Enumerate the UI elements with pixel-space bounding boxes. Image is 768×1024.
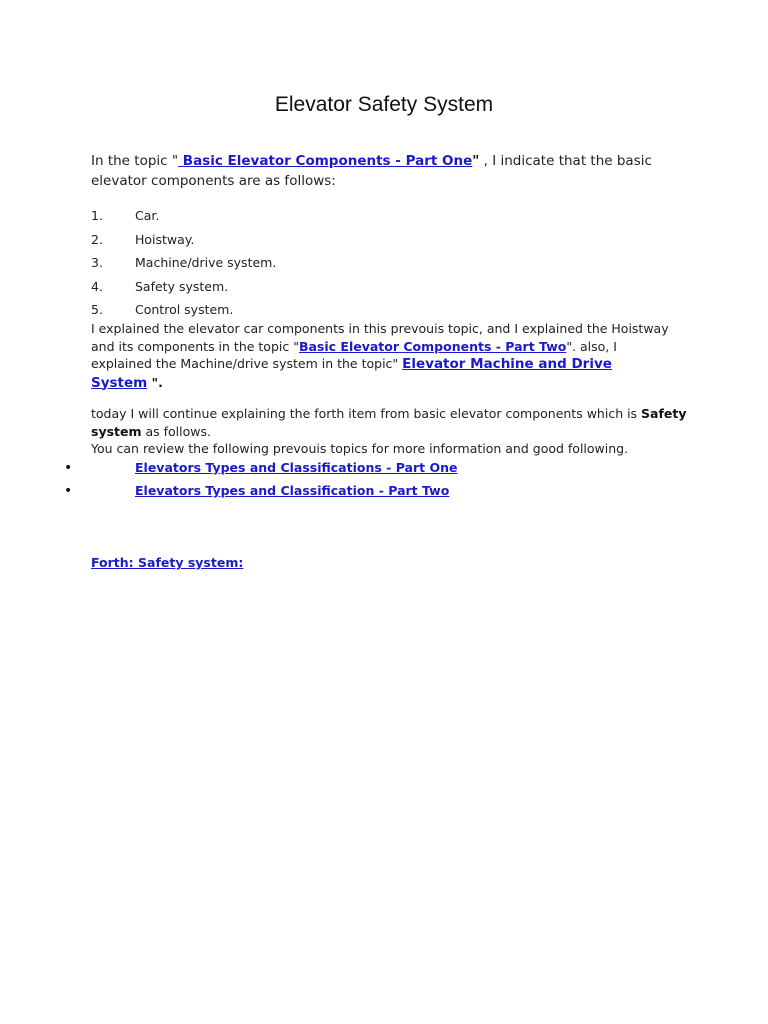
section-heading-safety-system[interactable]	[91, 554, 243, 572]
link-types-part-one[interactable]: Elevators Types and Classifications - Part One	[135, 460, 458, 475]
bullet-icon: •	[64, 460, 73, 476]
list-item-number: 5.	[91, 302, 103, 317]
continuation-paragraph	[91, 405, 691, 458]
para-text-1: I explained the elevator car components in this prevouis topic, and I explained the Hoistway and its components in the topic "	[91, 321, 669, 354]
intro-prefix: In the topic "	[91, 153, 179, 169]
link-basic-components-part-two[interactable]: Basic Elevator Components - Part Two	[298, 338, 567, 354]
components-list	[91, 206, 276, 324]
list-item	[64, 458, 457, 481]
related-topics-list	[64, 458, 457, 504]
list-item	[91, 277, 276, 301]
list-item-label: Car.	[135, 208, 160, 223]
list-item	[91, 206, 276, 230]
bullet-icon: •	[64, 483, 73, 499]
link-basic-components-part-one[interactable]: Basic Elevator Components - Part One	[178, 153, 473, 169]
link-machine-drive-system[interactable]: Elevator Machine and Drive System	[91, 356, 612, 391]
list-item-number: 4.	[91, 278, 103, 294]
list-item-label: Hoistway.	[135, 231, 195, 247]
para2-bold: Safety system	[91, 406, 687, 439]
page-title: Elevator Safety System	[274, 93, 494, 116]
list-item-number: 1.	[91, 208, 103, 223]
link-forth-safety-system[interactable]: Forth: Safety system:	[91, 555, 244, 570]
list-item-number: 2.	[91, 231, 103, 247]
intro-closing-quote: "	[472, 153, 480, 169]
para-text-3: ".	[147, 374, 163, 390]
para2-text-2: as follows.	[141, 423, 211, 439]
para2-line-2: You can review the following prevouis topics for more information and good following.	[91, 441, 629, 456]
explanation-paragraph	[91, 320, 671, 392]
list-item	[64, 481, 457, 504]
intro-suffix: , I indicate that the basic elevator components are as follows:	[91, 153, 652, 189]
list-item-label: Machine/drive system.	[135, 255, 277, 270]
list-item-number: 3.	[91, 255, 103, 270]
list-item	[91, 253, 276, 277]
link-types-part-two[interactable]: Elevators Types and Classification - Part Two	[135, 483, 450, 498]
para-text-2: ". also, I explained the Machine/drive system in the topic"	[91, 338, 617, 371]
list-item-label: Safety system.	[135, 278, 229, 294]
list-item-label: Control system.	[135, 302, 234, 317]
list-item	[91, 230, 276, 254]
para2-text-1: today I will continue explaining the forth item from basic elevator components which is	[91, 406, 642, 421]
intro-paragraph	[91, 151, 691, 191]
